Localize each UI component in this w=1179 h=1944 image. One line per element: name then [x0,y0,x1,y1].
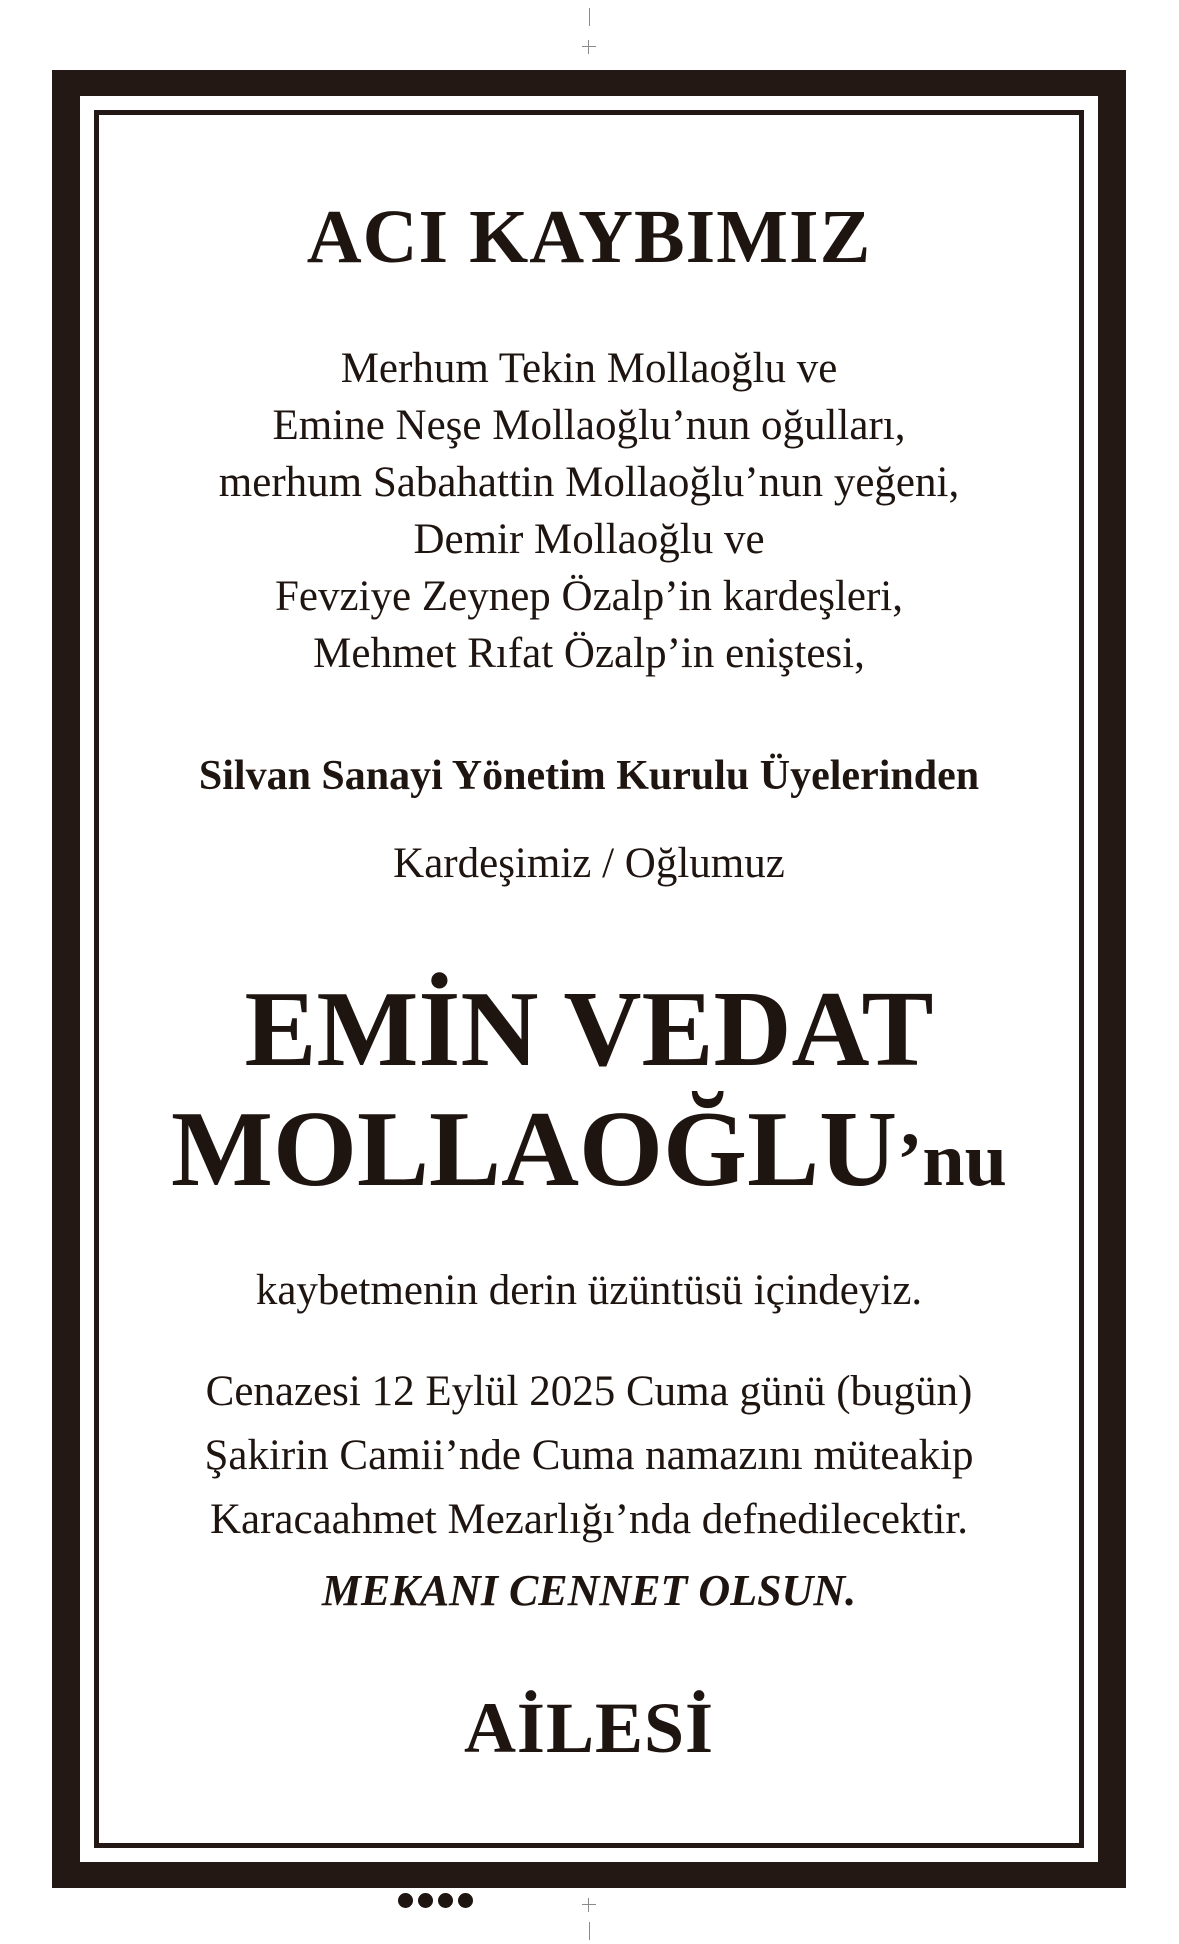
funeral-line: Cenazesi 12 Eylül 2025 Cuma günü (bugün) [205,1368,973,1415]
family-line: Mehmet Rıfat Özalp’in eniştesi, [313,630,865,677]
prayer-line: MEKANI CENNET OLSUN. [321,1566,857,1615]
funeral-line: Şakirin Camii’nde Cuma namazını müteakip [204,1432,974,1479]
notice-title: ACI KAYBIMIZ [306,195,872,279]
registration-dot [418,1893,433,1908]
company-line: Silvan Sanayi Yönetim Kurulu Üyelerinden [198,753,980,799]
color-bar-dots [398,1893,473,1908]
deceased-name-line1: EMİN VEDAT [244,970,934,1089]
top-registration-cross [582,40,596,54]
grief-line: kaybetmenin derin üzüntüsü içindeyiz. [255,1267,923,1314]
deceased-name-line2-wrap [99,1090,1079,1220]
signature: AİLESİ [463,1688,715,1768]
deceased-surname: MOLLAOĞLU [171,1090,898,1209]
family-line: Emine Neşe Mollaoğlu’nun oğulları, [272,402,906,449]
deceased-name-suffix: ’nu [897,1118,1007,1202]
family-relations [99,340,1079,682]
funeral-details [99,1360,1079,1552]
registration-dot [398,1893,413,1908]
family-line: Merhum Tekin Mollaoğlu ve [340,345,838,392]
bottom-registration-cross [582,1898,596,1912]
family-line: merhum Sabahattin Mollaoğlu’nun yeğeni, [218,459,960,506]
top-registration-line [589,8,590,26]
bottom-registration-line [589,1922,590,1940]
registration-dot [438,1893,453,1908]
funeral-line: Karacaahmet Mezarlığı’nda defnedilecektir. [209,1496,969,1543]
registration-dot [458,1893,473,1908]
deceased-name [99,970,1079,1220]
family-line: Demir Mollaoğlu ve [413,516,765,563]
relation-line: Kardeşimiz / Oğlumuz [393,840,785,887]
family-line: Fevziye Zeynep Özalp’in kardeşleri, [274,573,903,620]
